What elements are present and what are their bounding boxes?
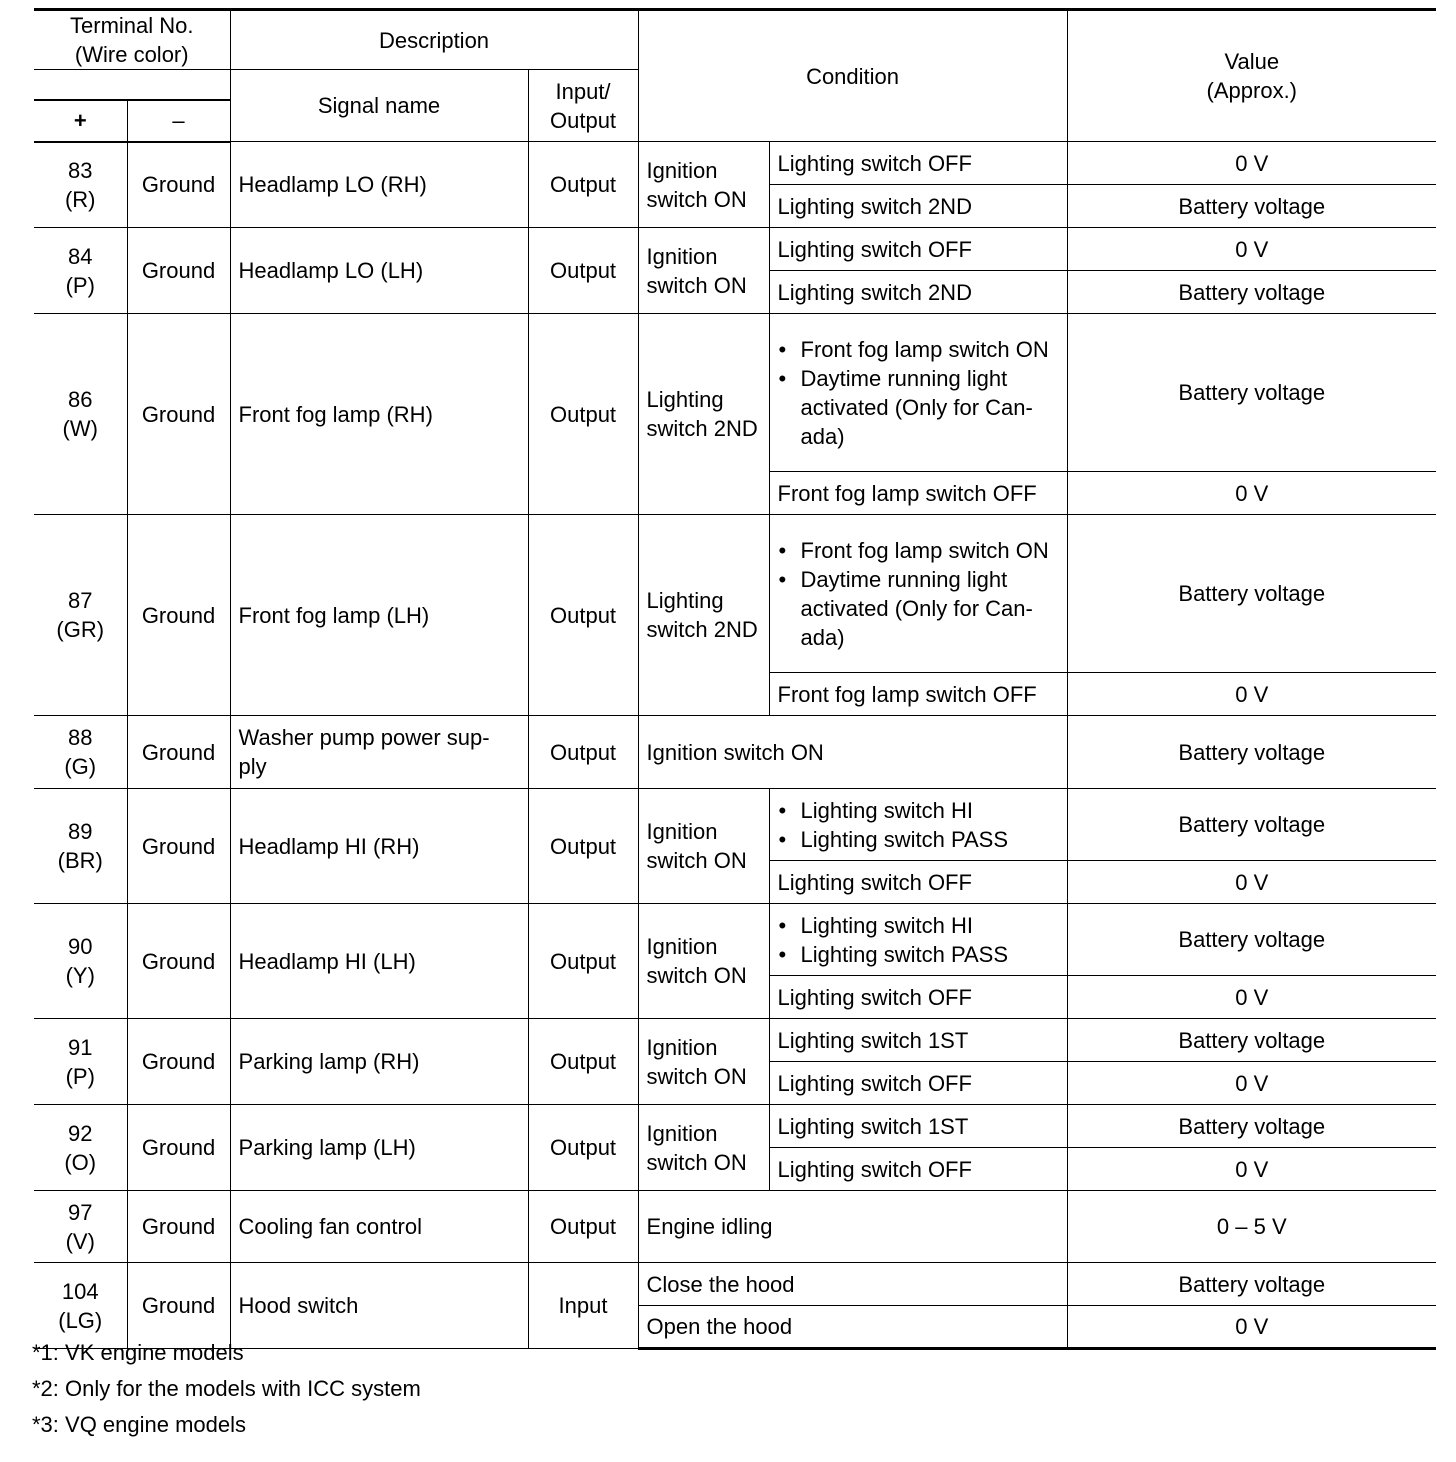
table-row: [34, 314, 1436, 472]
signal-name-cell: Parking lamp (RH): [230, 1019, 528, 1105]
wire-color: (Y): [65, 963, 95, 988]
signal-name-cell: Washer pump power sup- ply: [230, 716, 528, 789]
plus-header: +: [34, 100, 127, 142]
terminal-header-spacer: [34, 70, 230, 100]
terminal-cell: [34, 1019, 127, 1105]
condition-detail-cell: Lighting switch OFF: [769, 861, 1067, 904]
terminal-cell: [34, 789, 127, 904]
table-row: [34, 515, 1436, 673]
condition-detail-cell: [769, 789, 1067, 861]
signal-name-header: Signal name: [230, 70, 528, 142]
value-cell: Battery voltage: [1067, 1019, 1436, 1062]
wire-color: (P): [65, 272, 95, 298]
ground-cell: Ground: [127, 515, 230, 716]
terminal-header: Terminal No. (Wire color): [34, 10, 230, 70]
condition-detail-cell: Lighting switch 2ND: [769, 271, 1067, 314]
condition-bullet: • Lighting switch PASS: [778, 940, 1059, 969]
wire-color: (O): [64, 1149, 97, 1175]
condition-cell: Engine idling: [638, 1191, 1067, 1263]
condition-cell: Open the hood: [638, 1306, 1067, 1349]
io-cell: Output: [528, 515, 638, 716]
condition-main-cell: Ignition switch ON: [638, 789, 769, 904]
signal-name-cell: Headlamp HI (LH): [230, 904, 528, 1019]
wire-color: (W): [62, 416, 98, 441]
wire-color: (R): [64, 186, 96, 212]
value-cell: 0 V: [1067, 1148, 1436, 1191]
io-cell: Output: [528, 1191, 638, 1263]
condition-bullet-list: [778, 796, 1059, 854]
condition-detail-cell: Front fog lamp switch OFF: [769, 472, 1067, 515]
value-cell: 0 – 5 V: [1067, 1191, 1436, 1263]
condition-detail-cell: Lighting switch 1ST: [769, 1019, 1067, 1062]
condition-cell: Close the hood: [638, 1263, 1067, 1306]
footnote: *1: VK engine models: [32, 1340, 244, 1365]
terminal-cell: [34, 716, 127, 789]
footnotes: [32, 1338, 421, 1446]
terminal-number: 84: [68, 243, 93, 269]
condition-detail-cell: [769, 904, 1067, 976]
terminal-cell: [34, 1263, 127, 1349]
condition-bullet: • Lighting switch HI: [778, 796, 1059, 825]
condition-main-cell: Lighting switch 2ND: [638, 515, 769, 716]
terminal-number: 87: [68, 588, 93, 613]
condition-main-cell: Ignition switch ON: [638, 1019, 769, 1105]
signal-name-cell: Headlamp HI (RH): [230, 789, 528, 904]
condition-bullet: • Lighting switch PASS: [778, 825, 1059, 854]
table-row: [34, 142, 1436, 185]
ground-cell: Ground: [127, 1263, 230, 1349]
condition-main-cell: Ignition switch ON: [638, 228, 769, 314]
table-row: [34, 228, 1436, 271]
signal-name-cell: Front fog lamp (RH): [230, 314, 528, 515]
value-cell: 0 V: [1067, 142, 1436, 185]
value-cell: Battery voltage: [1067, 789, 1436, 861]
io-cell: Output: [528, 716, 638, 789]
table-row: [34, 1105, 1436, 1148]
condition-cell: Ignition switch ON: [638, 716, 1067, 789]
signal-name-cell: Hood switch: [230, 1263, 528, 1349]
condition-detail-cell: Lighting switch OFF: [769, 1062, 1067, 1105]
value-cell: 0 V: [1067, 472, 1436, 515]
wire-color: (G): [64, 754, 97, 779]
value-cell: 0 V: [1067, 1062, 1436, 1105]
value-cell: 0 V: [1067, 861, 1436, 904]
wire-color: (BR): [57, 848, 103, 873]
condition-main-cell: Ignition switch ON: [638, 904, 769, 1019]
terminal-number: 91: [68, 1034, 93, 1060]
io-cell: Output: [528, 904, 638, 1019]
ground-cell: Ground: [127, 1019, 230, 1105]
table-row: [34, 789, 1436, 861]
io-cell: Output: [528, 1019, 638, 1105]
description-header: Description: [230, 10, 638, 70]
condition-detail-cell: Lighting switch OFF: [769, 142, 1067, 185]
condition-bullet-list: [778, 536, 1059, 652]
wire-color: (V): [65, 1228, 95, 1254]
value-cell: 0 V: [1067, 976, 1436, 1019]
value-cell: Battery voltage: [1067, 271, 1436, 314]
value-cell: Battery voltage: [1067, 185, 1436, 228]
terminal-number: 97: [68, 1199, 93, 1225]
table-row: [34, 904, 1436, 976]
terminal-number: 88: [68, 725, 93, 750]
io-cell: Output: [528, 142, 638, 228]
terminal-spec-table: [34, 8, 1436, 1350]
io-cell: Output: [528, 789, 638, 904]
signal-name-cell: Cooling fan control: [230, 1191, 528, 1263]
value-cell: 0 V: [1067, 673, 1436, 716]
ground-cell: Ground: [127, 716, 230, 789]
value-cell: Battery voltage: [1067, 1263, 1436, 1306]
terminal-cell: [34, 314, 127, 515]
io-cell: Input: [528, 1263, 638, 1349]
condition-bullet: • Lighting switch HI: [778, 911, 1059, 940]
signal-name-cell: Front fog lamp (LH): [230, 515, 528, 716]
terminal-cell: [34, 1105, 127, 1191]
condition-detail-cell: Lighting switch OFF: [769, 228, 1067, 271]
ground-cell: Ground: [127, 789, 230, 904]
condition-detail-cell: [769, 314, 1067, 472]
signal-name-cell: Headlamp LO (RH): [230, 142, 528, 228]
io-header: Input/ Output: [528, 70, 638, 142]
condition-detail-cell: Lighting switch OFF: [769, 1148, 1067, 1191]
signal-name-cell: Headlamp LO (LH): [230, 228, 528, 314]
ground-cell: Ground: [127, 1105, 230, 1191]
terminal-cell: [34, 1191, 127, 1263]
terminal-number: 104: [61, 1278, 99, 1304]
value-cell: Battery voltage: [1067, 515, 1436, 673]
io-cell: Output: [528, 1105, 638, 1191]
minus-header: –: [127, 100, 230, 142]
wire-color: (LG): [58, 1307, 103, 1333]
footnote: *3: VQ engine models: [32, 1412, 247, 1437]
table-row: [34, 1191, 1436, 1263]
terminal-number: 83: [68, 157, 93, 183]
condition-detail-cell: Lighting switch OFF: [769, 976, 1067, 1019]
io-cell: Output: [528, 228, 638, 314]
io-cell: Output: [528, 314, 638, 515]
terminal-cell: [34, 228, 127, 314]
condition-bullet-list: [778, 335, 1059, 451]
condition-header: Condition: [638, 10, 1067, 142]
ground-cell: Ground: [127, 228, 230, 314]
condition-detail-cell: Lighting switch 1ST: [769, 1105, 1067, 1148]
value-cell: 0 V: [1067, 1306, 1436, 1349]
wire-color: (GR): [56, 617, 105, 642]
condition-detail-cell: Front fog lamp switch OFF: [769, 673, 1067, 716]
value-cell: Battery voltage: [1067, 1105, 1436, 1148]
terminal-cell: [34, 142, 127, 228]
ground-cell: Ground: [127, 904, 230, 1019]
footnote: *2: Only for the models with ICC system: [32, 1376, 421, 1401]
condition-main-cell: Ignition switch ON: [638, 1105, 769, 1191]
condition-main-cell: Ignition switch ON: [638, 142, 769, 228]
terminal-number: 86: [68, 387, 93, 412]
wire-color: (P): [65, 1063, 95, 1089]
terminal-cell: [34, 515, 127, 716]
table-row: [34, 1263, 1436, 1306]
condition-main-cell: Lighting switch 2ND: [638, 314, 769, 515]
condition-detail-cell: Lighting switch 2ND: [769, 185, 1067, 228]
value-cell: Battery voltage: [1067, 716, 1436, 789]
ground-cell: Ground: [127, 142, 230, 228]
condition-bullet: • Front fog lamp switch ON: [778, 536, 1059, 565]
value-cell: 0 V: [1067, 228, 1436, 271]
condition-bullet-list: [778, 911, 1059, 969]
condition-bullet: • Daytime running light activated (Only for Can- ada): [778, 565, 1059, 652]
table-row: [34, 716, 1436, 789]
condition-detail-cell: [769, 515, 1067, 673]
terminal-number: 89: [68, 819, 93, 844]
value-header: Value (Approx.): [1067, 10, 1436, 142]
condition-bullet: • Daytime running light activated (Only for Can- ada): [778, 364, 1059, 451]
condition-bullet: • Front fog lamp switch ON: [778, 335, 1059, 364]
terminal-number: 90: [68, 934, 93, 959]
table-row: [34, 1019, 1436, 1062]
value-cell: Battery voltage: [1067, 314, 1436, 472]
ground-cell: Ground: [127, 1191, 230, 1263]
signal-name-cell: Parking lamp (LH): [230, 1105, 528, 1191]
terminal-cell: [34, 904, 127, 1019]
value-cell: Battery voltage: [1067, 904, 1436, 976]
ground-cell: Ground: [127, 314, 230, 515]
terminal-number: 92: [68, 1120, 93, 1146]
